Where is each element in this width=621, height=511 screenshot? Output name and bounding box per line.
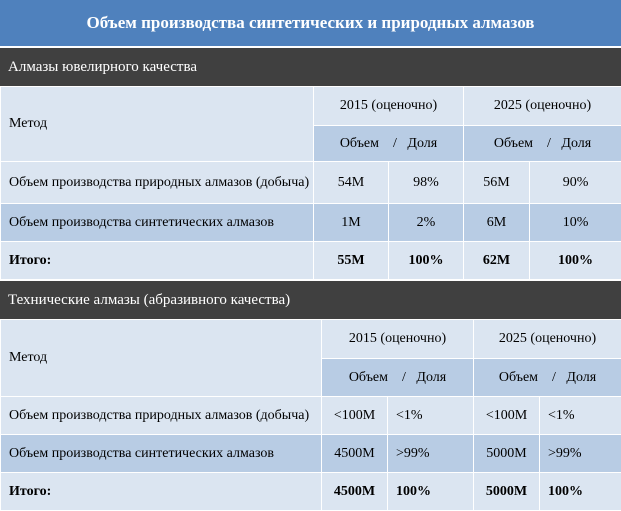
cell-value: 54M bbox=[314, 162, 389, 204]
row-label: Объем производства природных алмазов (добыча) bbox=[1, 162, 314, 204]
slash-separator: / bbox=[552, 370, 556, 386]
section-header-technical: Технические алмазы (абразивного качества) bbox=[0, 280, 621, 319]
page-title: Объем производства синтетических и природных алмазов bbox=[0, 0, 621, 47]
row-label: Объем производства синтетических алмазов bbox=[1, 204, 314, 242]
cell-value: 6M bbox=[464, 204, 530, 242]
method-header: Метод bbox=[1, 320, 322, 397]
cell-value: 62M bbox=[464, 242, 530, 280]
subheader-2015 bbox=[314, 126, 464, 162]
cell-value: 98% bbox=[389, 162, 464, 204]
table-row-total bbox=[1, 242, 621, 280]
table-row-total bbox=[1, 473, 621, 511]
subheader-2015 bbox=[322, 359, 474, 397]
volume-label: Объем bbox=[494, 136, 533, 152]
cell-value: <1% bbox=[388, 397, 474, 435]
volume-label: Объем bbox=[349, 370, 388, 386]
slash-separator: / bbox=[393, 136, 397, 152]
period-header-2015: 2015 (оценочно) bbox=[314, 87, 464, 126]
table-row bbox=[1, 204, 621, 242]
cell-value: 5000M bbox=[474, 435, 540, 473]
period-header-2015: 2015 (оценочно) bbox=[322, 320, 474, 359]
cell-value: >99% bbox=[388, 435, 474, 473]
share-label: Доля bbox=[566, 370, 596, 386]
row-label: Итого: bbox=[1, 242, 314, 280]
subheader-2025 bbox=[474, 359, 621, 397]
cell-value: <1% bbox=[540, 397, 621, 435]
table-row bbox=[1, 435, 621, 473]
cell-value: 10% bbox=[530, 204, 621, 242]
period-header-2025: 2025 (оценочно) bbox=[474, 320, 621, 359]
slash-separator: / bbox=[547, 136, 551, 152]
jewelry-table bbox=[0, 86, 621, 280]
cell-value: 4500M bbox=[322, 473, 388, 511]
table-row bbox=[1, 162, 621, 204]
cell-value: 55M bbox=[314, 242, 389, 280]
cell-value: 90% bbox=[530, 162, 621, 204]
share-label: Доля bbox=[561, 136, 591, 152]
cell-value: 100% bbox=[388, 473, 474, 511]
cell-value: 1M bbox=[314, 204, 389, 242]
cell-value: 5000M bbox=[474, 473, 540, 511]
cell-value: 4500M bbox=[322, 435, 388, 473]
cell-value: 100% bbox=[530, 242, 621, 280]
cell-value: 2% bbox=[389, 204, 464, 242]
subheader-2025 bbox=[464, 126, 621, 162]
volume-label: Объем bbox=[499, 370, 538, 386]
cell-value: 100% bbox=[540, 473, 621, 511]
volume-label: Объем bbox=[340, 136, 379, 152]
row-label: Объем производства природных алмазов (добыча) bbox=[1, 397, 322, 435]
share-label: Доля bbox=[407, 136, 437, 152]
cell-value: 56M bbox=[464, 162, 530, 204]
period-header-2025: 2025 (оценочно) bbox=[464, 87, 621, 126]
row-label: Итого: bbox=[1, 473, 322, 511]
section-header-jewelry: Алмазы ювелирного качества bbox=[0, 47, 621, 86]
table-row bbox=[1, 397, 621, 435]
cell-value: >99% bbox=[540, 435, 621, 473]
cell-value: 100% bbox=[389, 242, 464, 280]
cell-value: <100M bbox=[322, 397, 388, 435]
row-label: Объем производства синтетических алмазов bbox=[1, 435, 322, 473]
technical-table bbox=[0, 319, 621, 511]
cell-value: <100M bbox=[474, 397, 540, 435]
slash-separator: / bbox=[402, 370, 406, 386]
share-label: Доля bbox=[416, 370, 446, 386]
method-header: Метод bbox=[1, 87, 314, 162]
